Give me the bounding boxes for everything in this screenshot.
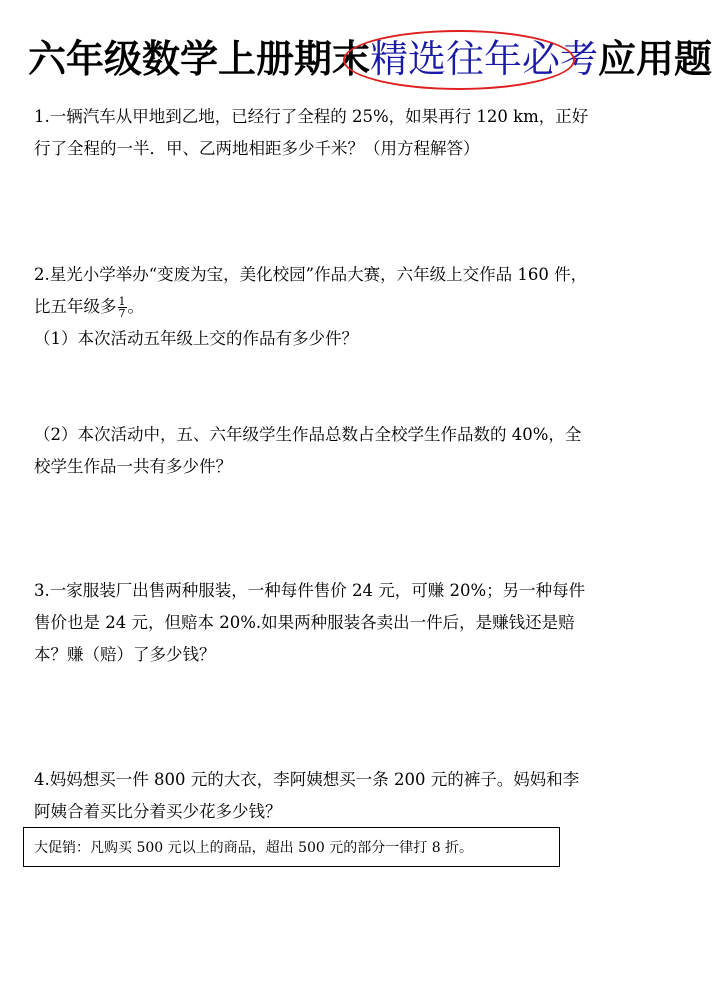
- question-3-line-2: 售价也是 24 元，但赔本 20%.如果两种服装各卖出一件后，是赚钱还是赔: [34, 613, 575, 632]
- fraction-denominator: 7: [118, 307, 126, 320]
- fraction-one-seventh: [118, 296, 127, 319]
- question-2: [34, 259, 679, 355]
- question-4: [34, 764, 679, 828]
- fraction-numerator: 1: [118, 295, 126, 308]
- question-4-line-1: 4.妈妈想买一件 800 元的大衣，李阿姨想买一条 200 元的裤子。妈妈和李: [34, 770, 580, 789]
- title-highlight: 精选往年必考: [370, 37, 599, 81]
- question-1-line-2: 行了全程的一半．甲、乙两地相距多少千米？（用方程解答）: [34, 139, 480, 158]
- question-2-sub-2-line-1: （2）本次活动中，五、六年级学生作品总数占全校学生作品数的 40%，全: [34, 425, 582, 444]
- question-2-sub-2-line-2: 校学生作品一共有多少件？: [34, 457, 232, 476]
- question-1: [34, 101, 679, 165]
- question-3-line-1: 3.一家服装厂出售两种服装，一种每件售价 24 元，可赚 20%；另一种每件: [34, 581, 586, 600]
- question-2-line-1: 2.星光小学举办“变废为宝，美化校园”作品大赛，六年级上交作品 160 件，: [34, 265, 588, 284]
- promotion-box: 大促销：凡购买 500 元以上的商品，超出 500 元的部分一律打 8 折。: [23, 827, 560, 867]
- question-2-part-2: [34, 419, 679, 483]
- highlight-ellipse: [343, 30, 575, 90]
- question-2-sub-1: （1）本次活动五年级上交的作品有多少件？: [34, 329, 358, 348]
- title-suffix: 应用题: [598, 37, 712, 81]
- question-4-line-2: 阿姨合着买比分着买少花多少钱？: [34, 802, 282, 821]
- question-1-line-1: 1.一辆汽车从甲地到乙地，已经行了全程的 25%，如果再行 120 km，正好: [34, 107, 589, 126]
- question-3: [34, 575, 679, 671]
- question-2-line-2-prefix: 比五年级多: [34, 297, 117, 316]
- question-2-line-2: [34, 291, 679, 323]
- question-2-line-2-suffix: 。: [127, 297, 144, 316]
- question-3-line-3: 本？赚（赔）了多少钱？: [34, 645, 216, 664]
- title-prefix: 六年级数学上册期末: [28, 37, 371, 81]
